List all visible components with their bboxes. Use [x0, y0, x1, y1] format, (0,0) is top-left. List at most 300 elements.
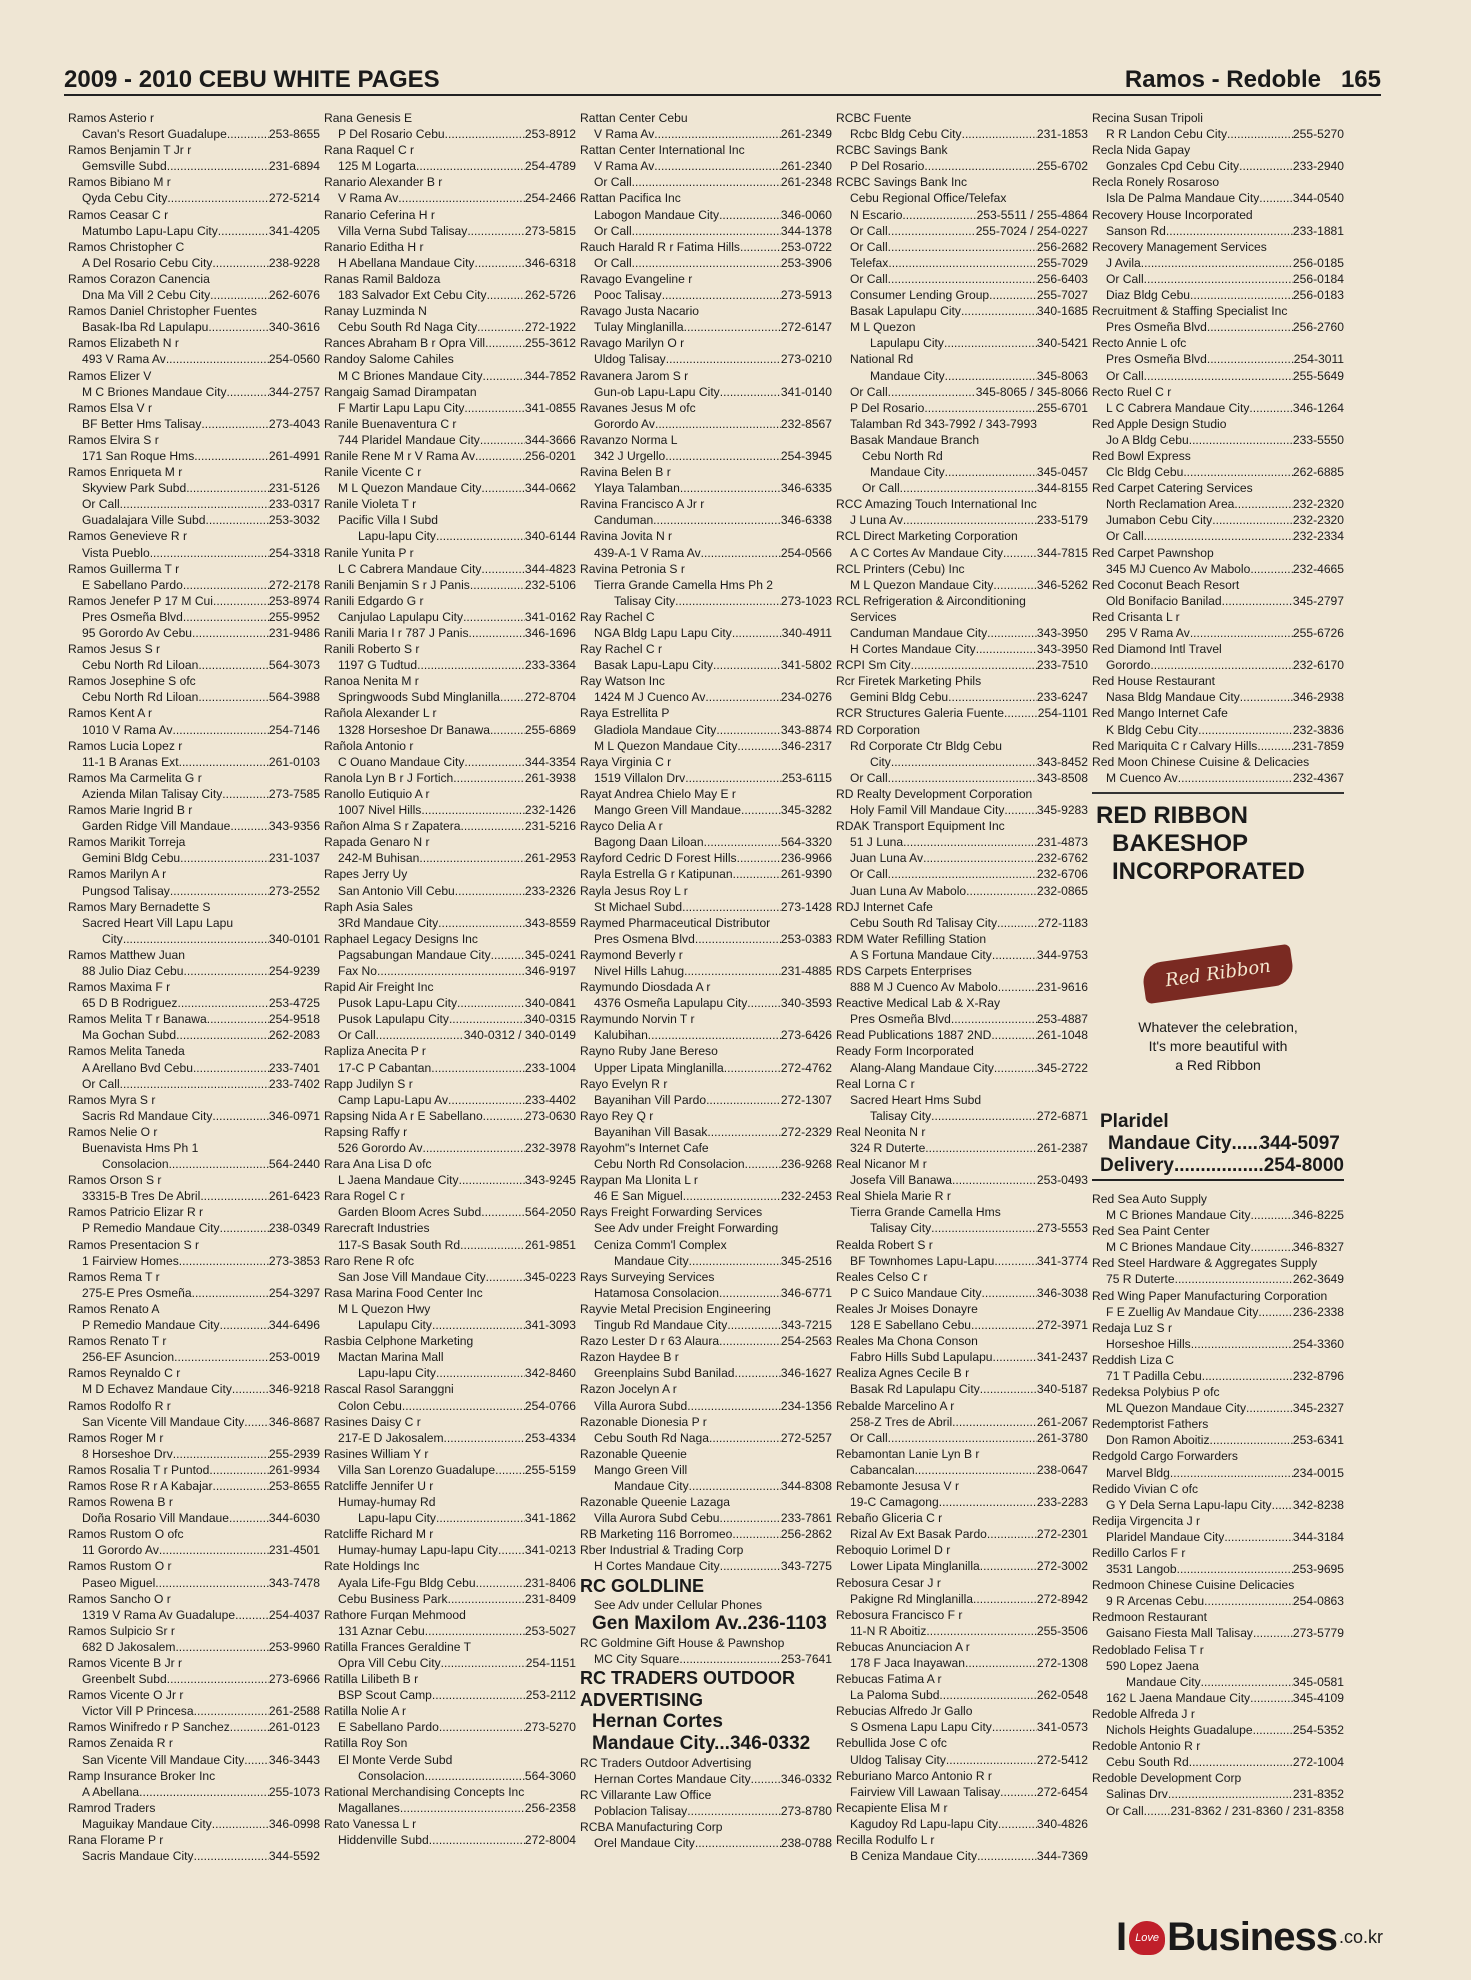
listing-line: [580, 1462, 832, 1478]
listing-entry: [324, 464, 576, 496]
listing-address: Camp Lapu-Lapu Av: [338, 1092, 449, 1107]
listing-phone: 273-6426: [780, 1028, 832, 1043]
listing-address: P Remedio Mandaue City: [82, 1318, 220, 1333]
listing-entry: [580, 1575, 832, 1613]
listing-name: Rañola Antonio r: [324, 738, 414, 753]
listing-name: Ramos Elizabeth N r: [68, 336, 179, 351]
listing-address: Canduman Mandaue City: [850, 626, 988, 640]
leader-dots: [485, 335, 525, 351]
listing-phone: 346-0332: [780, 1771, 832, 1786]
listing-name: Rances Abraham B r Opra Vill: [324, 336, 486, 351]
listing-line: [836, 577, 1088, 593]
listing-address: A C Cortes Av Mandaue City: [850, 545, 1004, 560]
listing-entry: [324, 1414, 576, 1446]
listing-name: Rebullida Jose C ofc: [836, 1736, 947, 1751]
leader-dots: [1177, 1561, 1293, 1577]
leader-dots: [400, 1800, 525, 1816]
leader-dots: [123, 931, 269, 947]
listing-name: Rascal Rasol Saranggni: [324, 1382, 454, 1397]
leader-dots: [480, 432, 525, 448]
listing-line: [580, 239, 832, 255]
listing-name: Rays Surveying Services: [580, 1269, 715, 1284]
listing-line: [580, 657, 832, 673]
leader-dots: [491, 947, 525, 963]
listing-name: Rasines Daisy C r: [324, 1414, 421, 1429]
listing-entry: [580, 1667, 832, 1689]
listing-address: 171 San Roque Hms: [82, 448, 195, 463]
listing-line: [1092, 512, 1344, 528]
listing-name: Ramos Ceasar C r: [68, 207, 169, 222]
listing-line: [68, 1253, 320, 1269]
listing-line: [1092, 1207, 1344, 1223]
listing-entry: [68, 1478, 320, 1494]
listing-name: Rarecraft Industries: [324, 1221, 430, 1236]
leader-dots: [432, 1317, 525, 1333]
listing-line: [580, 1092, 832, 1108]
listing-entry: [324, 110, 576, 142]
listing-name: Rayno Ruby Jane Bereso: [580, 1044, 718, 1059]
listing-line: [836, 1752, 1088, 1768]
leader-dots: [888, 239, 1037, 255]
listing-line: [1092, 1336, 1344, 1352]
listing-entry: [836, 1671, 1088, 1703]
listing-entry: [580, 1446, 832, 1494]
listing-entry: [324, 1124, 576, 1156]
listing-phone: 255-7029: [1036, 255, 1088, 270]
listing-phone: 254-0566: [780, 545, 832, 560]
listing-phone: 272-5214: [268, 191, 320, 206]
listing-line: [836, 1349, 1088, 1365]
listing-phone: 233-1881: [1292, 223, 1344, 238]
listing-name: Ramos Genevieve R r: [68, 529, 187, 544]
listing-phone: 340-6144: [524, 529, 576, 544]
listing-entry: [324, 1639, 576, 1671]
leader-dots: [176, 1027, 269, 1043]
listing-address: Lapulapu City: [358, 1318, 432, 1333]
listing-entry: [1092, 1416, 1344, 1448]
listing-name: RDJ Internet Cafe: [836, 899, 933, 914]
listing-name: Ramos Vicente O Jr r: [68, 1688, 184, 1703]
listing-line: [1092, 1754, 1344, 1770]
listing-line: [836, 319, 1088, 335]
listing-line: [324, 319, 576, 335]
listing-line: [324, 1011, 576, 1027]
listing-line: [580, 416, 832, 432]
listing-line: [68, 1719, 320, 1735]
listing-name: Rara Ana Lisa D ofc: [324, 1157, 432, 1172]
listing-line: [836, 480, 1088, 496]
listing-line: [836, 1687, 1088, 1703]
listing-line: [1092, 368, 1344, 384]
listing-line: [68, 786, 320, 802]
listing-phone: 233-5550: [1292, 432, 1344, 447]
leader-dots: [993, 577, 1036, 593]
listing-address: E Sabellano Pardo: [338, 1720, 439, 1735]
listing-phone: 262-3649: [1292, 1272, 1344, 1287]
listing-line: [836, 947, 1088, 963]
listing-phone: 231-8406: [524, 1575, 576, 1590]
listing-line: [324, 1237, 576, 1253]
listing-address: Dna Ma Vill 2 Cebu City: [82, 288, 211, 303]
leader-dots: [689, 1478, 781, 1494]
listing-entry: [836, 1398, 1088, 1446]
listing-phone: 272-5412: [1036, 1752, 1088, 1767]
listing-name: Raypan Ma Llonita L r: [580, 1173, 698, 1188]
leader-dots: [925, 1140, 1037, 1156]
listing-entry: [1092, 1770, 1344, 1818]
listing-address: Sacred Heart Hms Subd: [850, 1092, 982, 1107]
listing-address: M C Briones Mandaue City: [82, 384, 227, 399]
listing-address: 178 F Jaca Inayawan: [850, 1656, 965, 1670]
listing-line: [68, 1349, 320, 1365]
leader-dots: [120, 1076, 269, 1092]
listing-address: Basak Rd Lapulapu City: [850, 1382, 980, 1397]
listing-entry: [1092, 335, 1344, 383]
listing-name: Ranili Benjamin S r J Panis: [324, 577, 470, 592]
listing-phone: 273-1428: [780, 899, 832, 914]
listing-phone: 254-9518: [268, 1012, 320, 1027]
listing-name: Ray Rachel C r: [580, 642, 662, 657]
listing-line: [324, 850, 576, 866]
leader-dots: [1190, 287, 1293, 303]
leader-dots: [747, 995, 781, 1011]
listing-line: [836, 1558, 1088, 1574]
leader-dots: [632, 255, 781, 271]
listing-phone: 256-6403: [1036, 271, 1088, 286]
listing-address: Or Call: [850, 1430, 888, 1445]
mandaue-label: Mandaue City: [1108, 1132, 1232, 1154]
leader-dots: [945, 464, 1037, 480]
listing-line: [68, 351, 320, 367]
listing-phone: 233-5179: [1036, 513, 1088, 528]
listing-entry: [68, 368, 320, 400]
listing-line: [68, 1285, 320, 1301]
leader-dots: [982, 1285, 1037, 1301]
listing-name: Rana Florame P r: [68, 1833, 164, 1848]
listing-phone: 346-0060: [780, 207, 832, 222]
listing-line: [324, 1349, 576, 1365]
listing-name: Rauch Harald R r Fatima Hills: [580, 239, 740, 254]
listing-name: Razonable Queenie Lazaga: [580, 1495, 730, 1510]
listing-address: Cebu Business Park: [338, 1591, 448, 1606]
leader-dots: [648, 1027, 781, 1043]
leader-dots: [720, 384, 781, 400]
listing-address: H Abellana Mandaue City: [338, 255, 475, 270]
listing-line: [580, 1317, 832, 1333]
leader-dots: [436, 528, 525, 544]
listing-line: [68, 1027, 320, 1043]
leader-dots: [1189, 1754, 1293, 1770]
listing-entry: [1092, 142, 1344, 174]
leader-dots: [459, 1172, 525, 1188]
listing-phone: 231-5126: [268, 481, 320, 496]
leader-dots: [464, 754, 525, 770]
listing-address: Consumer Lending Group: [850, 288, 990, 303]
listing-name: Ranas Ramil Baldoza: [324, 271, 441, 286]
listing-phone: 254-0863: [1292, 1594, 1344, 1609]
listing-address: Gemini Bldg Cebu: [82, 851, 181, 866]
listing-entry: [324, 738, 576, 770]
listing-name: Rayo Evelyn R r: [580, 1076, 668, 1091]
leader-dots: [481, 480, 524, 496]
listing-name: Ramos Bibiano M r: [68, 175, 171, 190]
listing-address: Rd Corporate Ctr Bldg Cebu: [850, 738, 1002, 753]
leader-dots: [1250, 561, 1293, 577]
listing-address: Cebu South Rd: [1106, 1755, 1189, 1770]
listing-entry: [1092, 705, 1344, 737]
listing-entry: [1092, 1545, 1344, 1577]
listing-phone: 254-3945: [780, 448, 832, 463]
listing-name: Ramos Vicente B Jr r: [68, 1656, 183, 1670]
listing-phone: 344-7815: [1036, 545, 1088, 560]
listing-name: Ramos Rustom O r: [68, 1559, 172, 1574]
listing-address: MC City Square: [594, 1651, 680, 1666]
listing-entry: [324, 448, 576, 464]
leader-dots: [1212, 512, 1293, 528]
listing-phone: 262-5726: [524, 288, 576, 303]
listing-phone: 346-6318: [524, 255, 576, 270]
leader-dots: [965, 1655, 1037, 1671]
listing-line: [580, 1060, 832, 1076]
listing-phone: 253-5027: [524, 1623, 576, 1638]
listing-address: Cebu Regional Office/Telefax: [850, 191, 1007, 206]
listing-address: Or Call: [594, 223, 632, 238]
listing-line: [580, 1398, 832, 1414]
listing-line: [324, 625, 576, 641]
leader-dots: [232, 1381, 269, 1397]
listing-entry: [836, 1365, 1088, 1397]
listing-name: Ramos Matthew Juan: [68, 947, 185, 962]
listing-line: [1092, 593, 1344, 609]
listing-entry: [1092, 239, 1344, 303]
listing-line: [580, 319, 832, 335]
listing-address: 526 Gorordo Av: [338, 1141, 423, 1155]
listing-address: P C Suico Mandaue City: [850, 1285, 982, 1300]
column-4: [836, 110, 1088, 1920]
listing-phone: 253-8655: [268, 1478, 320, 1493]
listing-name: Rebamontan Lanie Lyn B r: [836, 1446, 980, 1461]
leader-dots: [966, 883, 1037, 899]
listing-name: Rayvie Metal Precision Engineering: [580, 1301, 771, 1316]
listing-phone: 253-3906: [780, 255, 832, 270]
leader-dots: [487, 287, 525, 303]
listing-name: RCL Printers (Cebu) Inc: [836, 561, 965, 576]
leader-dots: [201, 416, 268, 432]
listing-phone: 345-8063: [1036, 368, 1088, 383]
leader-dots: [684, 319, 781, 335]
listing-address: San Vicente Vill Mandaue City: [82, 1752, 245, 1767]
leader-dots: [991, 1027, 1037, 1043]
leader-dots: [632, 174, 781, 190]
listing-phone: 233-1004: [524, 1060, 576, 1075]
listing-name: Ramos Enriqueta M r: [68, 465, 183, 480]
listing-line: [324, 657, 576, 673]
listing-entry: [68, 1800, 320, 1832]
listing-address: Holy Famil Vill Mandaue City: [850, 803, 1005, 818]
listing-name: Rapid Air Freight Inc: [324, 980, 434, 995]
listing-name: Rayla Estrella G r Katipunan: [580, 867, 733, 882]
leader-dots: [436, 1510, 525, 1526]
delivery-number: 254-8000: [1263, 1154, 1344, 1176]
listing-entry: [68, 1719, 320, 1735]
listing-entry: [324, 931, 576, 979]
listing-phone: 254-0766: [524, 1398, 576, 1413]
listing-entry: [324, 1446, 576, 1478]
listing-name: Rebaño Gliceria C r: [836, 1511, 943, 1526]
listing-phone: 232-2320: [1292, 513, 1344, 528]
listing-address: Talisay City: [870, 1108, 932, 1123]
listing-name: Ramos Melita T r Banawa: [68, 1012, 207, 1027]
listing-address: Or Call: [1106, 1803, 1144, 1818]
listing-entry: [580, 1381, 832, 1413]
listing-phone: 232-4367: [1292, 770, 1344, 785]
listing-phone: 256-0201: [524, 448, 576, 463]
listing-address: Hatamosa Consolacion: [594, 1285, 720, 1300]
listing-entry: [68, 947, 320, 979]
listing-line: [836, 1108, 1088, 1124]
leader-dots: [903, 512, 1037, 528]
listing-line: [1092, 1432, 1344, 1448]
listing-name: Randoy Salome Cahiles: [324, 352, 454, 367]
leader-dots: [1207, 351, 1294, 367]
listing-address: Or Call: [338, 1028, 376, 1043]
listing-name: Realda Robert S r: [836, 1237, 933, 1252]
listing-line: [836, 1430, 1088, 1446]
listing-name: Ramos Mary Bernadette S: [68, 899, 211, 914]
listing-line: [68, 689, 320, 705]
listing-address: 1 Fairview Homes: [82, 1253, 179, 1268]
listing-name: RD Realty Development Corporation: [836, 786, 1033, 801]
listing-name: Rcr Firetek Marketing Phils: [836, 674, 982, 689]
listing-name: Ranoa Nenita M r: [324, 674, 419, 689]
listing-address: P Remedio Mandaue City: [82, 1221, 220, 1236]
leader-dots: [924, 158, 1037, 174]
leader-dots: [684, 963, 781, 979]
listing-address: 11-1 B Aranas Ext: [82, 754, 179, 769]
listing-address: Nivel Hills Lahug: [594, 963, 685, 978]
leader-dots: [495, 1462, 525, 1478]
listing-entry: [324, 899, 576, 931]
header-left: 2009 - 2010 CEBU WHITE PAGES: [64, 66, 440, 93]
listing-phone: 253-0493: [1036, 1173, 1088, 1188]
leader-dots: [218, 223, 269, 239]
listing-phone: 233-7861: [780, 1511, 832, 1526]
listing-entry: [68, 335, 320, 367]
leader-dots: [719, 207, 781, 223]
leader-dots: [682, 899, 781, 915]
listing-line: [580, 1333, 832, 1349]
listing-address: Vista Pueblo: [82, 545, 150, 560]
listing-line: [1092, 400, 1344, 416]
listing-address: P Del Rosario: [850, 400, 925, 415]
listing-name: Ready Form Incorporated: [836, 1044, 974, 1059]
listing-entry: [580, 1269, 832, 1301]
listing-address: 242-M Buhisan: [338, 851, 420, 866]
listing-address: Bayanihan Vill Pardo: [594, 1092, 707, 1107]
listing-phone: 262-0548: [1036, 1688, 1088, 1703]
listing-entry: [68, 705, 320, 737]
listing-entry: [836, 1269, 1088, 1301]
listing-line: [836, 351, 1088, 367]
listing-address: Qyda Cebu City: [82, 191, 168, 206]
listing-entry: [1092, 1706, 1344, 1738]
listing-line: [836, 866, 1088, 882]
listing-name: Red Crisanta L r: [1092, 609, 1180, 624]
listing-address: Villa San Lorenzo Guadalupe: [338, 1462, 496, 1477]
leader-dots: [724, 1060, 781, 1076]
listing-entry: [324, 1735, 576, 1783]
leader-dots: [1004, 802, 1037, 818]
leader-dots: [230, 818, 269, 834]
listing-name: Ramos Roger M r: [68, 1430, 164, 1445]
listing-name: Ramos Myra S r: [68, 1092, 156, 1107]
listing-phone: 231-9616: [1036, 980, 1088, 995]
listing-name: Ramos Rose R r A Kabajar: [68, 1478, 213, 1493]
listing-line: [68, 1784, 320, 1800]
listing-entry: [836, 963, 1088, 995]
listing-address: Lapu-lapu City: [358, 1511, 436, 1526]
listing-phone: 345-9283: [1036, 803, 1088, 818]
tagline-line-2: It's more beautiful with: [1148, 1037, 1288, 1054]
leader-dots: [701, 545, 781, 561]
listing-phone: 344-4823: [524, 561, 576, 576]
listing-address: Sanson Rd: [1106, 223, 1166, 238]
listing-entry: [68, 303, 320, 335]
listing-line: [1092, 770, 1344, 786]
leader-dots: [888, 866, 1037, 882]
listing-line: [580, 850, 832, 866]
leader-dots: [689, 1253, 781, 1269]
leader-dots: [474, 255, 524, 271]
listing-address: Magallanes: [338, 1800, 400, 1815]
listing-name: Ramos Renato A: [68, 1301, 160, 1316]
leader-dots: [705, 689, 781, 705]
leader-dots: [1198, 722, 1293, 738]
listing-name: Razo Lester D r 63 Alaura: [580, 1334, 720, 1349]
leader-dots: [997, 915, 1038, 931]
leader-dots: [915, 1462, 1037, 1478]
listing-address: Canjulao Lapulapu City: [338, 609, 464, 624]
listing-phone: 253-8974: [268, 593, 320, 608]
listing-line: [68, 287, 320, 303]
listing-line: [68, 1220, 320, 1236]
leader-dots: [733, 866, 781, 882]
listing-address: Cebu North Rd Liloan: [82, 690, 199, 705]
listing-phone: 261-9934: [268, 1462, 320, 1477]
listing-name: Ramos Ma Carmelita G r: [68, 770, 202, 785]
listing-phone: 261-3938: [524, 770, 576, 785]
listing-address: 33315-B Tres De Abril: [82, 1189, 201, 1204]
header-right: Ramos - Redoble 165: [1124, 66, 1381, 93]
leader-dots: [1202, 1368, 1293, 1384]
listing-line: [68, 609, 320, 625]
listing-phone: 272-8704: [524, 690, 576, 705]
footer-logo: [1116, 1915, 1383, 1960]
listing-address: Mandaue City: [870, 465, 945, 480]
listing-phone: 253-3032: [268, 513, 320, 528]
listing-line: [68, 657, 320, 673]
listing-address: 1007 Nivel Hills: [338, 803, 422, 818]
leader-dots: [632, 223, 781, 239]
leader-dots: [888, 255, 1037, 271]
listing-phone: 255-5270: [1292, 127, 1344, 142]
listing-entry: [1092, 545, 1344, 577]
leader-dots: [977, 1848, 1037, 1864]
listing-entry: [580, 673, 832, 705]
listing-line: [836, 1253, 1088, 1269]
leader-dots: [1183, 464, 1293, 480]
listing-name: RC Traders Outdoor Advertising: [580, 1755, 752, 1770]
